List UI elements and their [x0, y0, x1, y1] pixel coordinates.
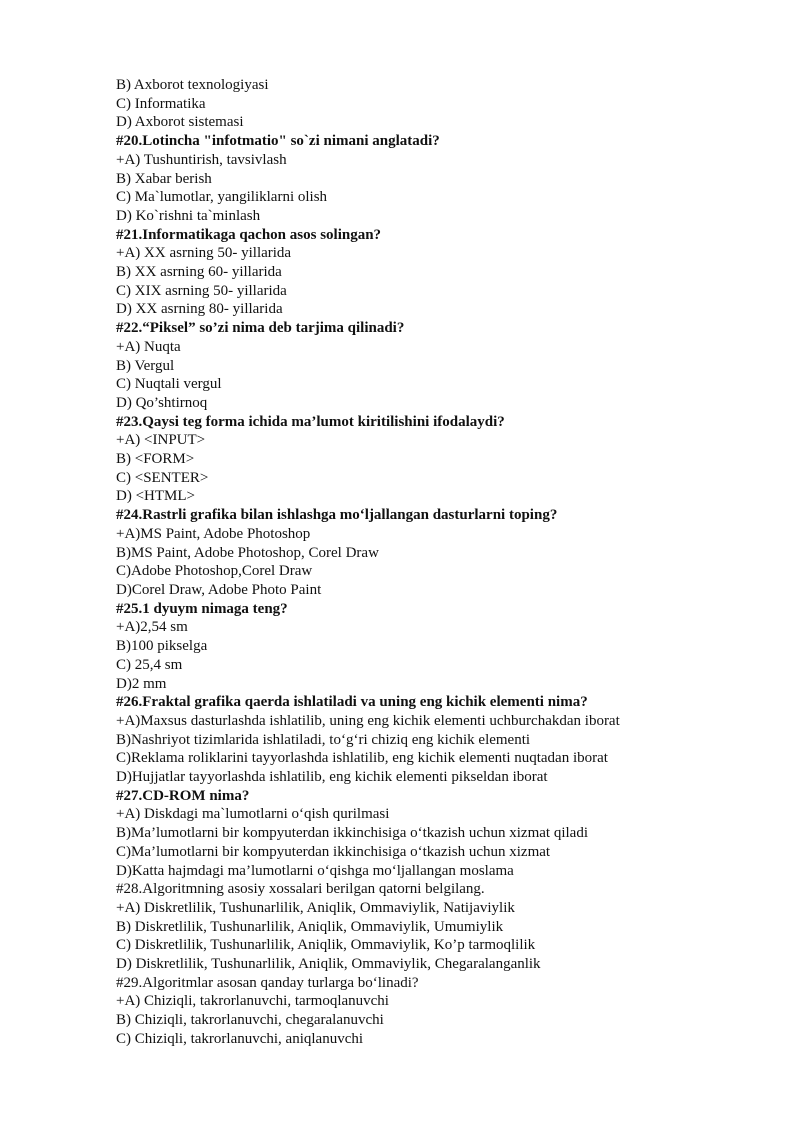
- answer-option: D) XX asrning 80- yillarida: [116, 301, 283, 318]
- answer-option-correct: +A)2,54 sm: [116, 619, 188, 636]
- answer-option: C) Ma`lumotlar, yangiliklarni olish: [116, 189, 328, 206]
- answer-option: B) XX asrning 60- yillarida: [116, 264, 282, 281]
- question-heading: #27.CD-ROM nima?: [116, 787, 250, 804]
- answer-option: B) Xabar berish: [116, 170, 212, 187]
- answer-option: C) Informatika: [116, 95, 206, 112]
- answer-option: D)Katta hajmdagi ma’lumotlarni o‘qishga mo‘ljallangan moslama: [116, 862, 514, 879]
- question-heading: #25.1 dyuym nimaga teng?: [116, 600, 288, 617]
- answer-option: C) Nuqtali vergul: [116, 376, 222, 393]
- answer-option-correct: +A)MS Paint, Adobe Photoshop: [116, 525, 311, 542]
- answer-option: C) Chiziqli, takrorlanuvchi, aniqlanuvchi: [116, 1030, 364, 1047]
- answer-option: C)Reklama roliklarini tayyorlashda ishlatilib, eng kichik elementi nuqtadan iborat: [116, 750, 608, 767]
- question-heading: #23.Qaysi teg forma ichida ma’lumot kiritilishini ifodalaydi?: [116, 413, 505, 430]
- answer-option: B) Chiziqli, takrorlanuvchi, chegaralanuvchi: [116, 1012, 384, 1029]
- question-heading: #29.Algoritmlar asosan qanday turlarga bo‘linadi?: [116, 974, 419, 991]
- question-heading: #24.Rastrli grafika bilan ishlashga mo‘ljallangan dasturlarni toping?: [116, 507, 558, 524]
- answer-option-correct: +A) <INPUT>: [116, 432, 206, 449]
- answer-option: D) Diskretlilik, Tushunarlilik, Aniqlik, Ommaviylik, Chegaralanganlik: [116, 956, 541, 973]
- answer-option: B)Ma’lumotlarni bir kompyuterdan ikkinchisiga o‘tkazish uchun xizmat qiladi: [116, 825, 588, 842]
- answer-option: B) Diskretlilik, Tushunarlilik, Aniqlik, Ommaviylik, Umumiylik: [116, 918, 504, 935]
- question-heading: #26.Fraktal grafika qaerda ishlatiladi va uning eng kichik elementi nima?: [116, 694, 588, 711]
- answer-option: B)Nashriyot tizimlarida ishlatiladi, to‘g‘ri chiziq eng kichik elementi: [116, 731, 531, 748]
- answer-option: C)Adobe Photoshop,Corel Draw: [116, 563, 313, 580]
- question-heading: #20.Lotincha "infotmatio" so`zi nimani anglatadi?: [116, 133, 440, 150]
- answer-option: B) <FORM>: [116, 451, 195, 468]
- answer-option: B) Vergul: [116, 357, 175, 374]
- answer-option: B) Axborot texnologiyasi: [116, 77, 269, 93]
- answer-option: D)Corel Draw, Adobe Photo Paint: [116, 581, 322, 598]
- answer-option: D)2 mm: [116, 675, 167, 692]
- answer-option: B)MS Paint, Adobe Photoshop, Corel Draw: [116, 544, 379, 561]
- answer-option: C)Ma’lumotlarni bir kompyuterdan ikkinchisiga o‘tkazish uchun xizmat: [116, 843, 551, 860]
- answer-option-correct: +A) XX asrning 50- yillarida: [116, 245, 292, 262]
- answer-option: C) Diskretlilik, Tushunarlilik, Aniqlik, Ommaviylik, Ko’p tarmoqlilik: [116, 937, 536, 954]
- answer-option: B)100 pikselga: [116, 638, 208, 655]
- question-heading: #22.“Piksel” so’zi nima deb tarjima qilinadi?: [116, 320, 405, 337]
- question-heading: #28.Algoritmning asosiy xossalari berilgan qatorni belgilang.: [116, 881, 485, 898]
- answer-option-correct: +A) Tushuntirish, tavsivlash: [116, 151, 287, 168]
- answer-option: D) Qo’shtirnoq: [116, 394, 208, 411]
- question-heading: #21.Informatikaga qachon asos solingan?: [116, 226, 382, 243]
- answer-option: D) Ko`rishni ta`minlash: [116, 207, 261, 224]
- answer-option-correct: +A)Maxsus dasturlashda ishlatilib, uning eng kichik elementi uchburchakdan iborat: [116, 712, 620, 729]
- answer-option: D) <HTML>: [116, 488, 195, 505]
- answer-option: C) XIX asrning 50- yillarida: [116, 282, 287, 299]
- answer-option: D)Hujjatlar tayyorlashda ishlatilib, eng kichik elementi pikseldan iborat: [116, 769, 548, 786]
- answer-option-correct: +A) Chiziqli, takrorlanuvchi, tarmoqlanuvchi: [116, 993, 389, 1010]
- document-page: [116, 76, 776, 1049]
- answer-option: D) Axborot sistemasi: [116, 114, 244, 131]
- answer-option: C) <SENTER>: [116, 469, 209, 486]
- answer-option-correct: +A) Nuqta: [116, 338, 181, 355]
- answer-option-correct: +A) Diskdagi ma`lumotlarni o‘qish qurilmasi: [116, 806, 390, 823]
- answer-option: C) 25,4 sm: [116, 656, 183, 673]
- answer-option-correct: +A) Diskretlilik, Tushunarlilik, Aniqlik, Ommaviylik, Natijaviylik: [116, 899, 515, 916]
